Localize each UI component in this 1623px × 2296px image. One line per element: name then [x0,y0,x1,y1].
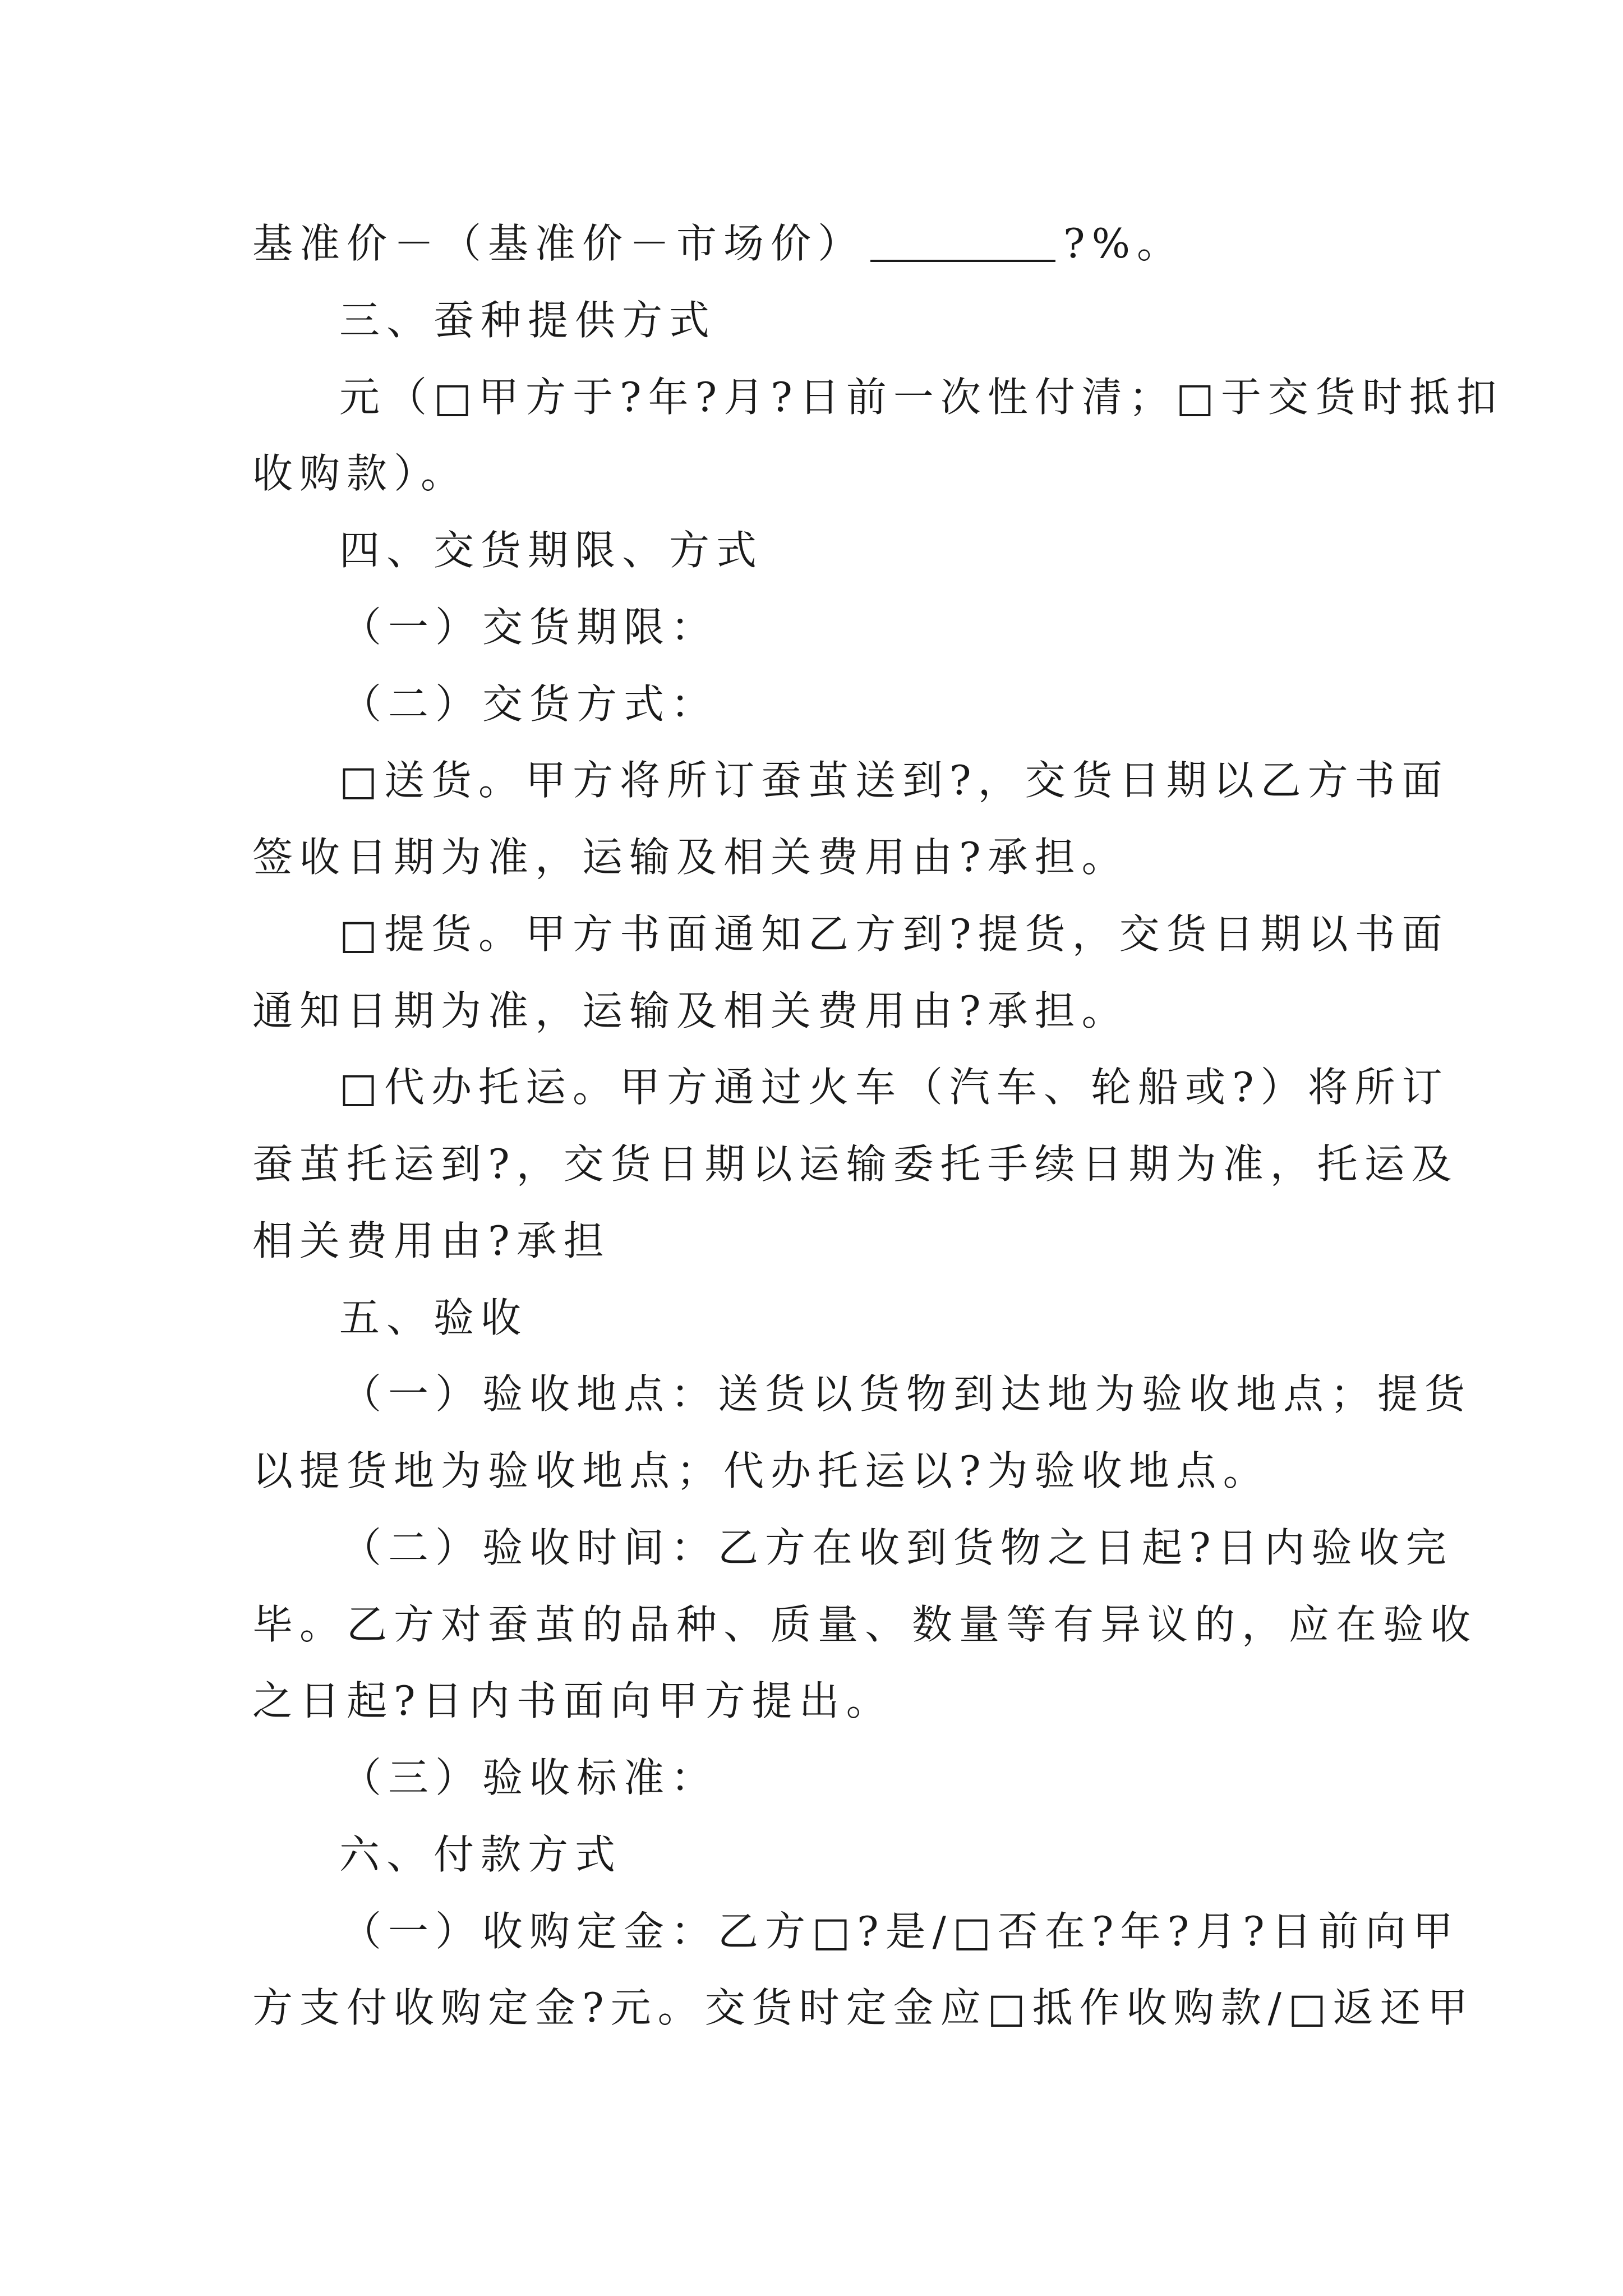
paragraph-line-1 [252,220,1184,267]
paragraph-line: 通知日期为准，运输及相关费用由?承担。 [252,987,1129,1034]
paragraph-line: 蚕茧托运到?，交货日期以运输委托手续日期为准，托运及 [252,1140,1459,1188]
paragraph-line: □送货。甲方将所订蚕茧送到?，交货日期以乙方书面 [339,757,1449,804]
paragraph-line: □代办托运。甲方通过火车（汽车、轮船或?）将所订 [339,1064,1449,1111]
section-heading-4: 四、交货期限、方式 [339,527,764,574]
section-heading-5: 五、验收 [339,1294,528,1341]
paragraph-line: 毕。乙方对蚕茧的品种、质量、数量等有异议的，应在验收 [252,1601,1478,1648]
subsection-heading: （三）验收标准： [341,1754,718,1801]
paragraph-line: 以提货地为验收地点；代办托运以?为验收地点。 [252,1447,1270,1494]
paragraph-line: □提货。甲方书面通知乙方到?提货，交货日期以书面 [339,910,1449,958]
paragraph-text: ?%。 [1063,220,1184,267]
paragraph-line: （二）验收时间：乙方在收到货物之日起?日内验收完 [341,1524,1453,1571]
paragraph-line: 签收日期为准，运输及相关费用由?承担。 [252,834,1129,881]
paragraph-line: （一）验收地点：送货以货物到达地为验收地点；提货 [341,1370,1472,1418]
paragraph-line: 相关费用由?承担 [252,1217,611,1264]
paragraph-line: （一）收购定金：乙方□?是/□否在?年?月?日前向甲 [341,1908,1460,1955]
paragraph-line: 方支付收购定金?元。交货时定金应□抵作收购款/□返还甲 [252,1984,1474,2031]
paragraph-line: 元（□甲方于?年?月?日前一次性付清；□于交货时抵扣 [339,374,1504,421]
paragraph-line: 收购款）。 [252,450,468,497]
paragraph-line: 之日起?日内书面向甲方提出。 [252,1677,893,1724]
section-heading-6: 六、付款方式 [339,1831,623,1878]
section-heading-3: 三、蚕种提供方式 [339,297,717,344]
subsection-heading: （二）交货方式： [341,680,718,728]
fill-in-blank [870,257,1055,262]
paragraph-text: 基准价－（基准价－市场价） [252,220,865,267]
subsection-heading: （一）交货期限： [341,604,718,651]
